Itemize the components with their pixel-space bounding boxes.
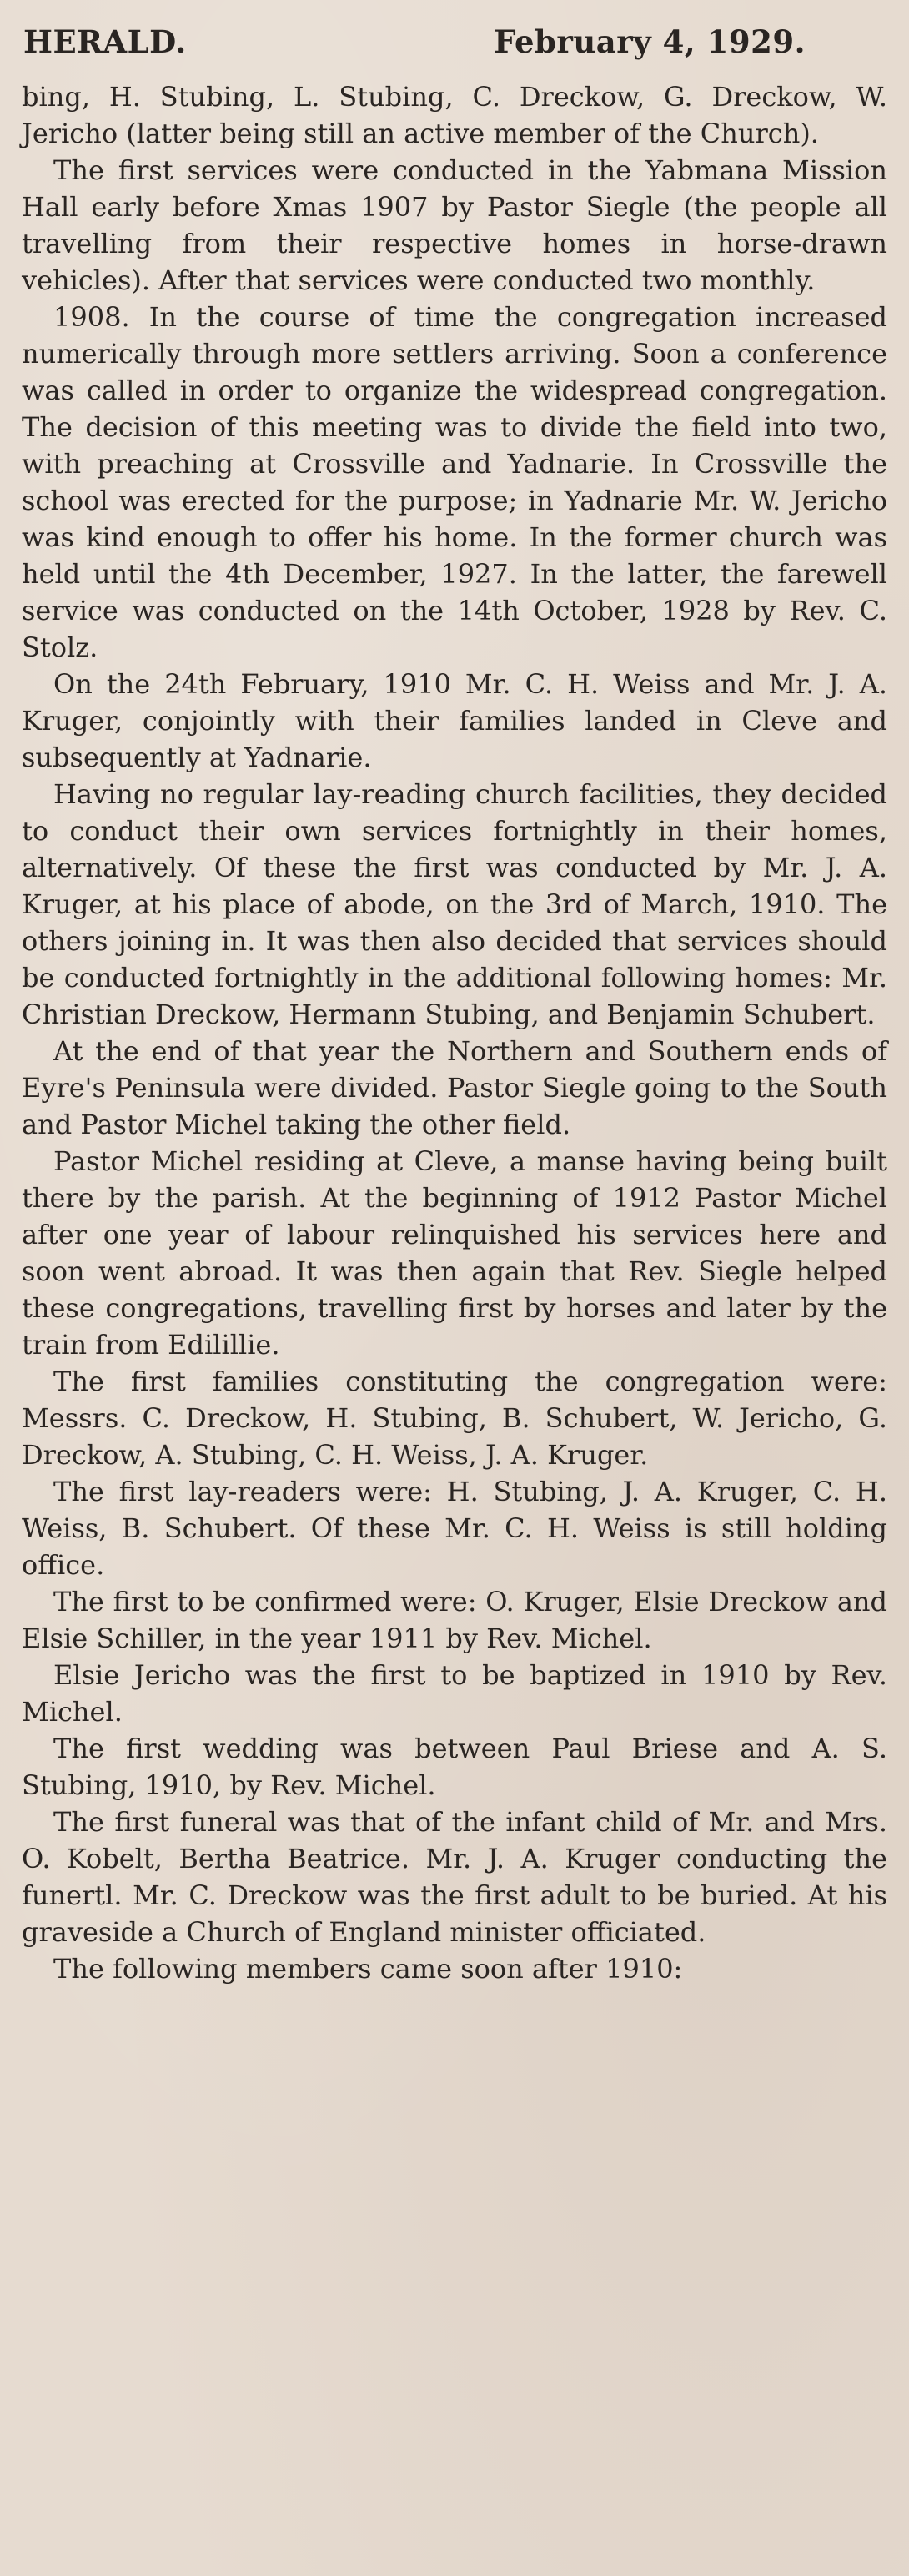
article-paragraph: Having no regular lay-reading church facilities, they decided to conduct their own services fortnightly in their homes, alternatively. Of these the first was conducted by Mr. J. A. Kruger, at his place of abode, on the 3rd of March, 1910. The others joining in. It was then also decided that services should be conducted fortnightly in the additional following homes: Mr. Christian Dreckow, Hermann Stubing, and Benjamin Schubert. (22, 778, 887, 1030)
article-paragraph: The first services were conducted in the Yabmana Mission Hall early before Xmas 1907 by Pastor Siegle (the people all travelling from their respective homes in horse-drawn vehicles). After that services were conducted two monthly. (22, 154, 887, 296)
article-paragraph: The first lay-readers were: H. Stubing, J. A. Kruger, C. H. Weiss, B. Schubert. Of these Mr. C. H. Weiss is still holding office. (22, 1476, 887, 1581)
article-paragraph: bing, H. Stubing, L. Stubing, C. Dreckow, G. Dreckow, W. Jericho (latter being still an active member of the Church). (22, 81, 887, 149)
article-paragraph: The first families constituting the congregation were: Messrs. C. Dreckow, H. Stubing, B. Schubert, W. Jericho, G. Dreckow, A. Stubing, C. H. Weiss, J. A. Kruger. (22, 1366, 887, 1471)
newspaper-name: HERALD. (23, 23, 187, 60)
article-body (22, 78, 887, 1987)
article-paragraph: The first funeral was that of the infant child of Mr. and Mrs. O. Kobelt, Bertha Beatrice. Mr. J. A. Kruger conducting the funertl. Mr. C. Dreckow was the first adult to be buried. At his graveside a Church of England minister officiated. (22, 1806, 887, 1948)
issue-date: February 4, 1929. (494, 23, 806, 60)
article-paragraph: The first to be confirmed were: O. Kruger, Elsie Dreckow and Elsie Schiller, in the year 1911 by Rev. Michel. (22, 1586, 887, 1654)
article-paragraph: On the 24th February, 1910 Mr. C. H. Weiss and Mr. J. A. Kruger, conjointly with their families landed in Cleve and subsequently at Yadnarie. (22, 668, 887, 773)
article-paragraph: 1908. In the course of time the congregation increased numerically through more settlers arriving. Soon a conference was called in order to organize the widespread congregation. The decision of this meeting was to divide the field into two, with preaching at Crossville and Yadnarie. In Crossville the school was erected for the purpose; in Yadnarie Mr. W. Jericho was kind enough to offer his home. In the former church was held until the 4th December, 1927. In the latter, the farewell service was conducted on the 14th October, 1928 by Rev. C. Stolz. (22, 301, 887, 663)
masthead (22, 23, 887, 73)
article-paragraph: The following members came soon after 1910: (53, 1953, 683, 1985)
article-paragraph: Pastor Michel residing at Cleve, a manse having being built there by the parish. At the beginning of 1912 Pastor Michel after one year of labour relinquished his services here and soon went abroad. It was then again that Rev. Siegle helped these congregations, travelling first by horses and later by the train from Edilillie. (22, 1145, 887, 1361)
article-paragraph: Elsie Jericho was the first to be baptized in 1910 by Rev. Michel. (22, 1659, 887, 1728)
article-paragraph: The first wedding was between Paul Briese and A. S. Stubing, 1910, by Rev. Michel. (22, 1733, 887, 1801)
article-paragraph: At the end of that year the Northern and Southern ends of Eyre's Peninsula were divided. Pastor Siegle going to the South and Pastor Michel taking the other field. (22, 1035, 887, 1140)
